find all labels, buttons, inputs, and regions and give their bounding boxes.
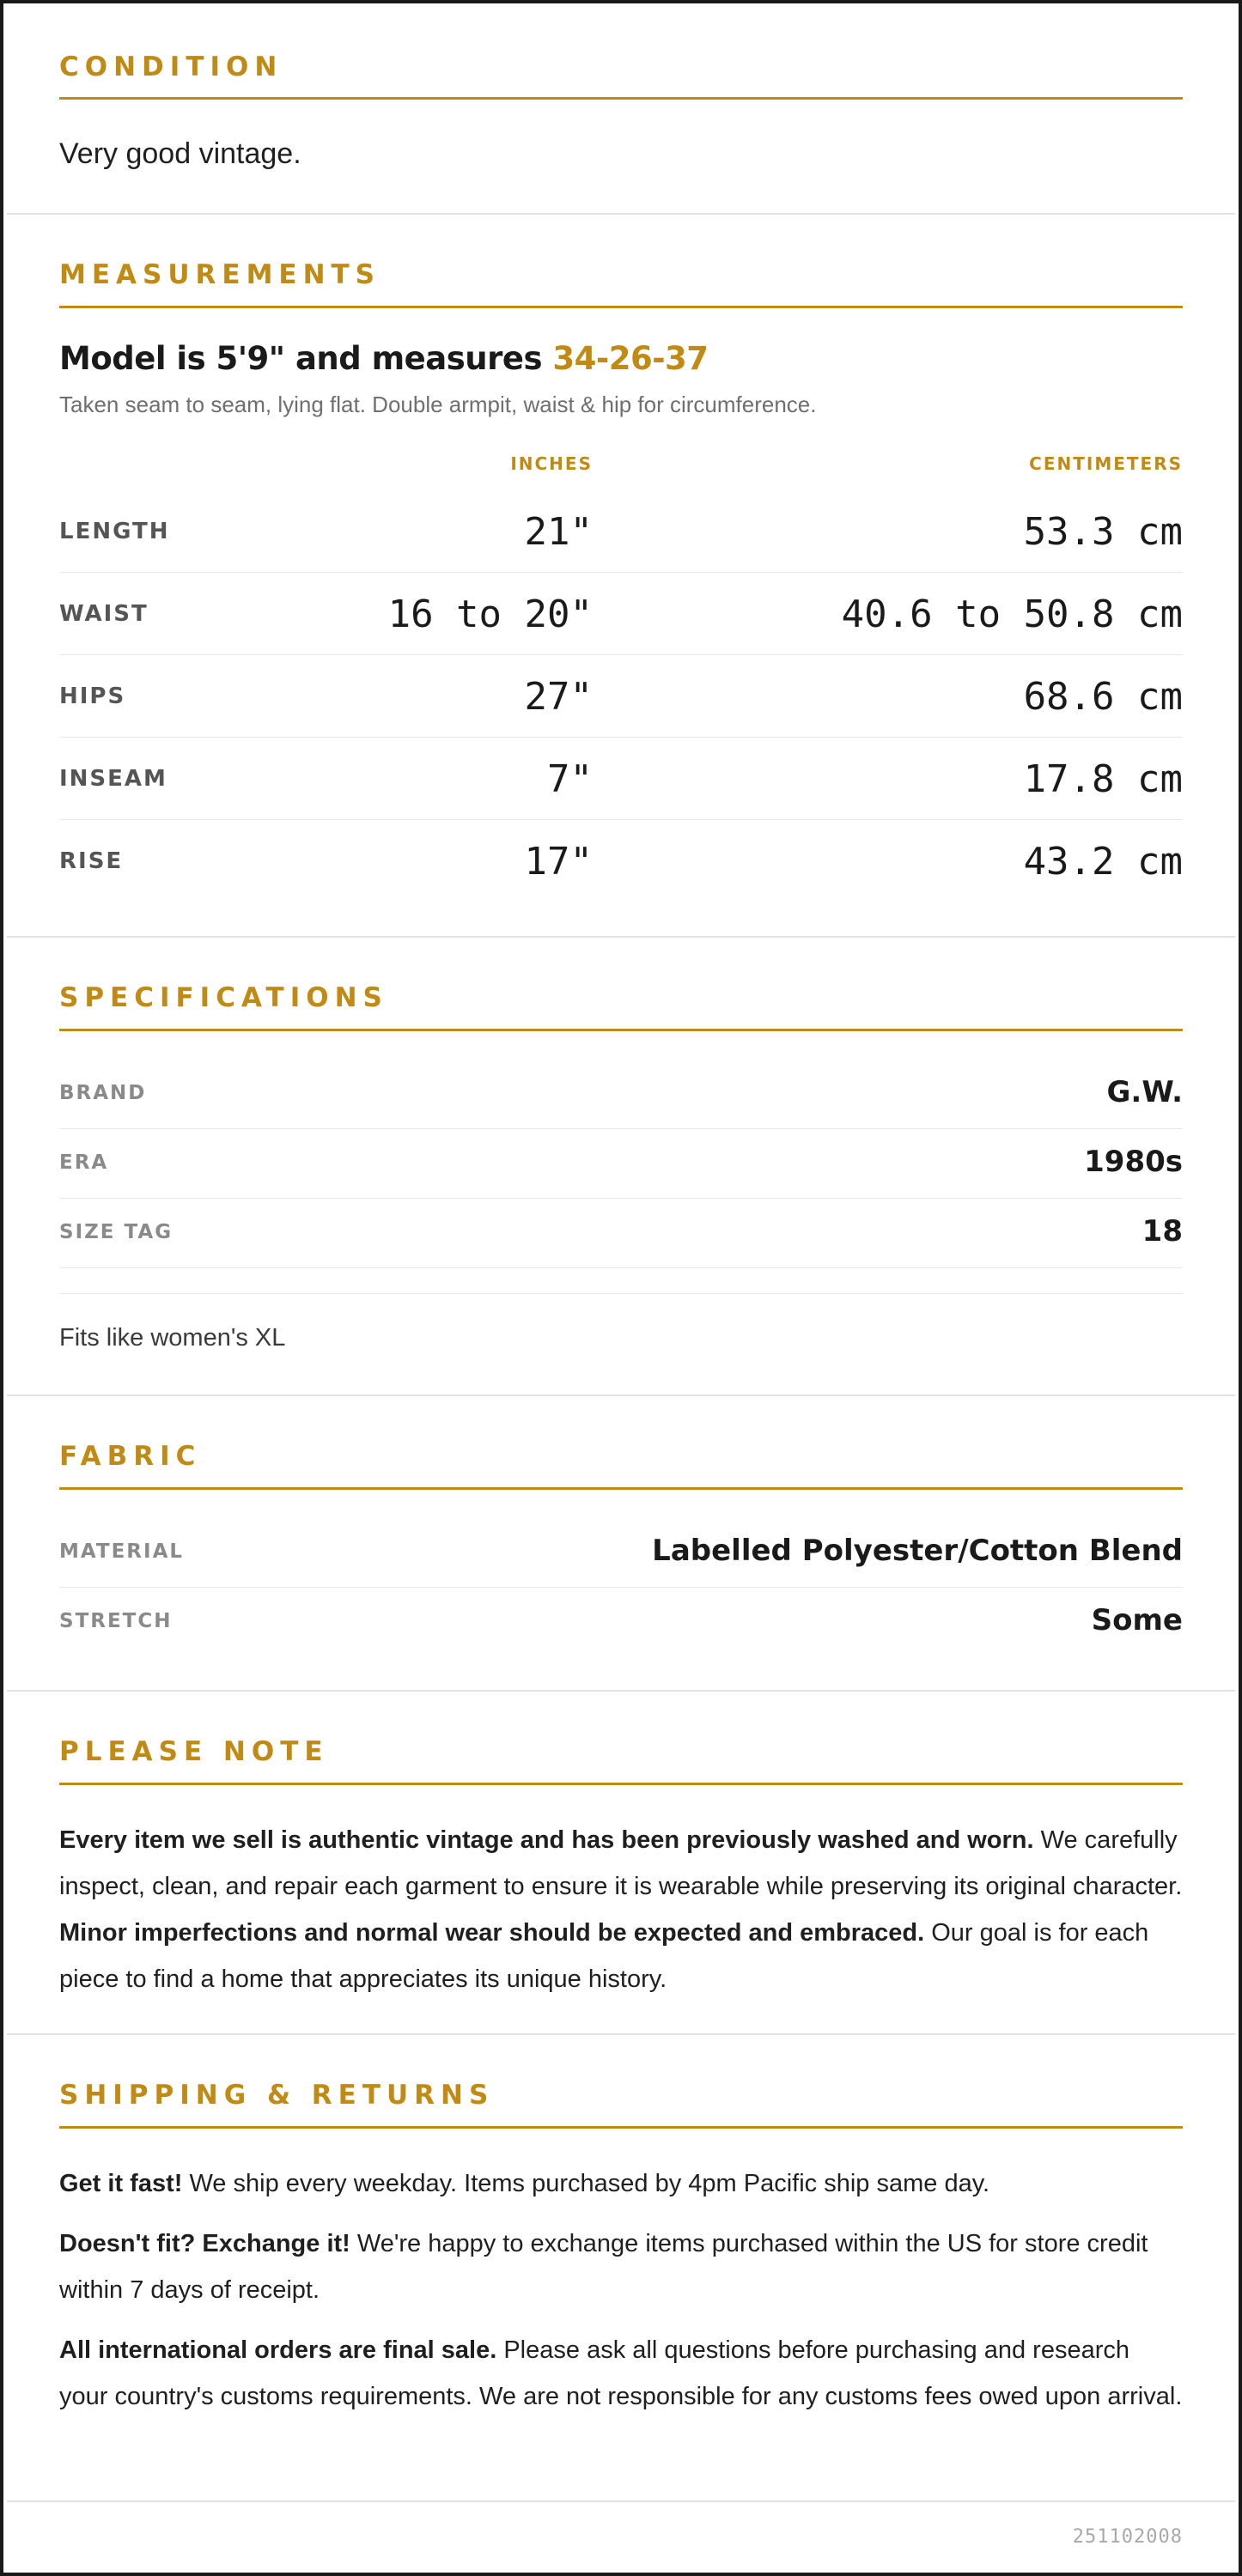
fabric-row-divider <box>59 1587 1183 1588</box>
please-note-section <box>7 1692 1235 2035</box>
please-note-rule <box>59 1783 1183 1785</box>
please-note-title: PLEASE NOTE <box>59 1736 329 1767</box>
measurement-row-inches: 7" <box>547 757 593 801</box>
shipping-paragraph-1 <box>59 2160 1183 2207</box>
spec-row-divider <box>59 1128 1183 1129</box>
condition-section <box>7 3 1235 215</box>
measurement-row-label: RISE <box>59 848 124 874</box>
spec-row-label: BRAND <box>59 1082 147 1104</box>
shipping-rule <box>59 2126 1183 2129</box>
measurement-row-cm: 53.3 cm <box>1023 510 1183 554</box>
please-note-paragraph <box>59 1817 1183 2002</box>
model-prefix: Model is 5'9" and measures <box>59 340 553 377</box>
measurements-title: MEASUREMENTS <box>59 259 381 290</box>
measurement-row-inches: 21" <box>524 510 593 554</box>
specifications-rule <box>59 1029 1183 1031</box>
ship-bold-3: All international orders are final sale. <box>59 2336 497 2364</box>
ship-text-3: Please ask all questions before purchasing and research your country's customs requirements. We are not responsible for any customs fees owed upon arrival. <box>59 2336 1183 2410</box>
fabric-section <box>7 1396 1235 1692</box>
specifications-title: SPECIFICATIONS <box>59 982 388 1013</box>
measurements-rule <box>59 306 1183 308</box>
fit-note: Fits like women's XL <box>59 1324 286 1352</box>
measurement-row-label: LENGTH <box>59 519 170 544</box>
note-bold-1: Every item we sell is authentic vintage and has been previously washed and worn. <box>59 1826 1034 1854</box>
fabric-row-label: STRETCH <box>59 1610 173 1632</box>
col-header-inches: INCHES <box>510 453 593 474</box>
measurements-section <box>7 215 1235 938</box>
spec-row-label: SIZE TAG <box>59 1221 174 1243</box>
specifications-section <box>7 938 1235 1396</box>
measurement-row-cm: 17.8 cm <box>1023 757 1183 801</box>
spec-divider <box>59 1293 1183 1294</box>
ship-bold-2: Doesn't fit? Exchange it! <box>59 2230 350 2257</box>
shipping-paragraph-3 <box>59 2327 1183 2420</box>
ship-text-1: We ship every weekday. Items purchased by 4pm Pacific ship same day. <box>182 2170 990 2197</box>
condition-rule <box>59 97 1183 100</box>
ship-bold-1: Get it fast! <box>59 2170 183 2197</box>
fabric-rule <box>59 1487 1183 1490</box>
measurement-note: Taken seam to seam, lying flat. Double armpit, waist & hip for circumference. <box>59 392 817 417</box>
measurement-row-divider <box>59 572 1183 573</box>
spec-row-value: G.W. <box>1106 1075 1183 1109</box>
fabric-title: FABRIC <box>59 1441 202 1472</box>
spec-row-value: 1980s <box>1084 1145 1183 1179</box>
ship-text-2: We're happy to exchange items purchased within the US for store credit within 7 days of receipt. <box>59 2230 1148 2304</box>
spec-row-divider <box>59 1198 1183 1199</box>
col-header-centimeters: CENTIMETERS <box>1029 453 1183 474</box>
fabric-row-label: MATERIAL <box>59 1540 185 1563</box>
spec-row-divider <box>59 1267 1183 1268</box>
shipping-paragraph-2 <box>59 2221 1183 2313</box>
sku-label: 251102008 <box>1072 2526 1183 2548</box>
spec-row-label: ERA <box>59 1151 109 1174</box>
measurement-row-cm: 43.2 cm <box>1023 840 1183 884</box>
measurement-row-divider <box>59 654 1183 655</box>
measurement-row-cm: 40.6 to 50.8 cm <box>841 592 1183 636</box>
measurement-row-label: WAIST <box>59 601 149 627</box>
model-statement <box>59 340 709 377</box>
measurement-row-cm: 68.6 cm <box>1023 675 1183 719</box>
note-text-1: We carefully inspect, clean, and repair each garment to ensure it is wearable while preserving its original character. <box>59 1826 1183 1900</box>
shipping-title: SHIPPING & RETURNS <box>59 2080 495 2111</box>
note-bold-2: Minor imperfections and normal wear should be expected and embraced. <box>59 1919 925 1947</box>
condition-text: Very good vintage. <box>59 137 301 170</box>
condition-title: CONDITION <box>59 52 283 82</box>
measurement-row-inches: 17" <box>524 840 593 884</box>
spec-row-value: 18 <box>1142 1214 1183 1249</box>
measurement-row-label: HIPS <box>59 683 126 709</box>
note-text-2: Our goal is for each piece to find a home that appreciates its unique history. <box>59 1919 1149 1993</box>
fabric-row-value: Some <box>1091 1603 1183 1637</box>
shipping-section <box>7 2035 1235 2502</box>
measurement-row-divider <box>59 737 1183 738</box>
measurement-row-inches: 27" <box>524 675 593 719</box>
measurement-row-label: INSEAM <box>59 766 167 792</box>
fabric-row-value: Labelled Polyester/Cotton Blend <box>652 1534 1183 1568</box>
measurement-row-divider <box>59 819 1183 820</box>
measurement-row-inches: 16 to 20" <box>387 592 593 636</box>
model-measures: 34-26-37 <box>552 340 709 377</box>
